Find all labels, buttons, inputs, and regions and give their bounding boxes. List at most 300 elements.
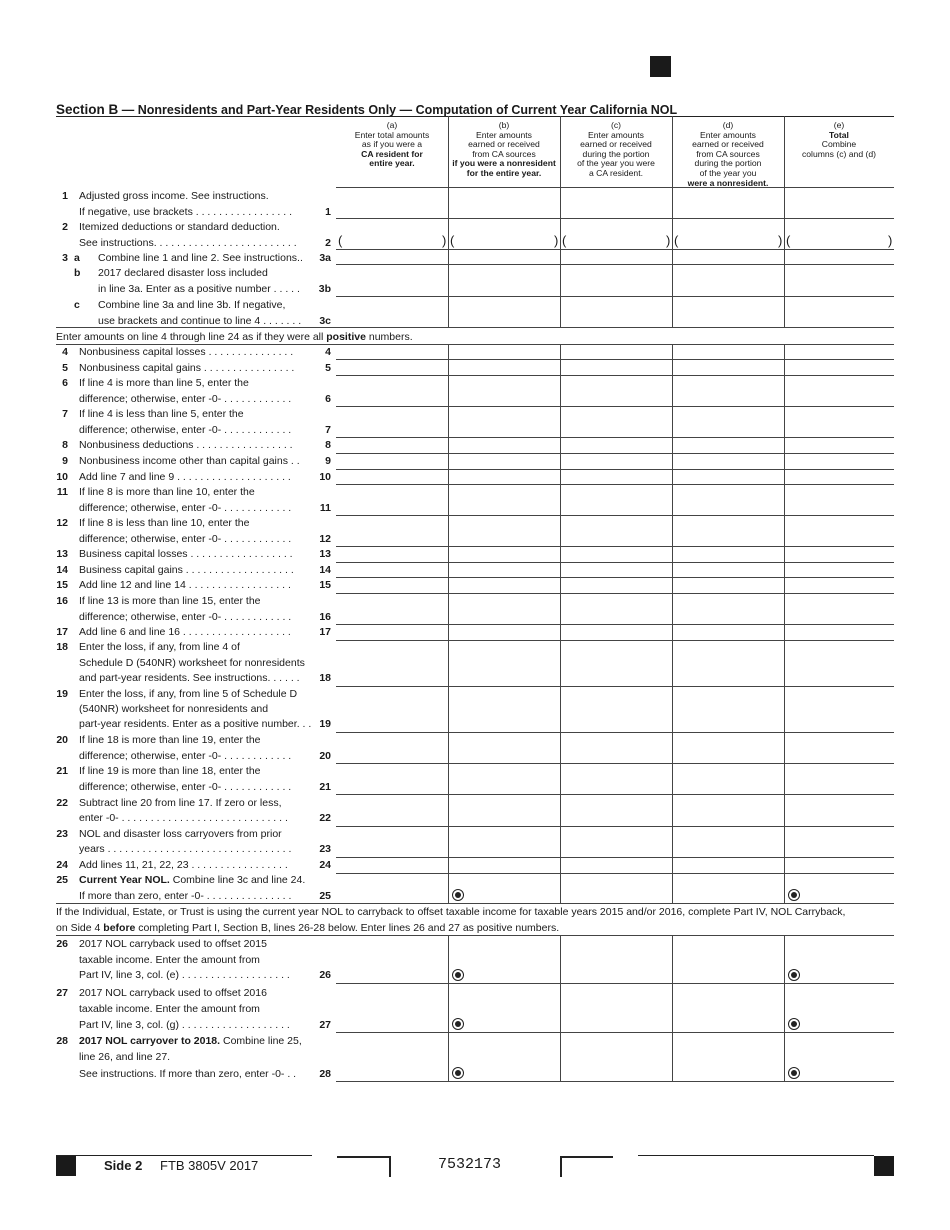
line-ref: 4: [325, 346, 331, 358]
entry-6-col-b[interactable]: [448, 375, 560, 406]
line-number: 7: [62, 408, 68, 420]
line-text: [79, 1035, 302, 1047]
entry-17-col-c[interactable]: [560, 624, 672, 640]
entry-19-col-b[interactable]: [448, 686, 560, 732]
line-text: enter -0- . . . . . . . . . . . . . . . . . . . . . . . . . . . . .: [79, 812, 288, 824]
entry-24-col-e[interactable]: [784, 857, 894, 873]
entry-2-col-c[interactable]: [560, 218, 672, 249]
open-bracket: (: [562, 233, 567, 248]
column-header-line: columns (c) and (d): [801, 148, 877, 159]
column-header-line: earned or received: [692, 139, 764, 150]
entry-24-col-c[interactable]: [560, 857, 672, 873]
line-ref: 3c: [319, 315, 331, 327]
column-header-b: [448, 121, 560, 179]
entry-10-col-d[interactable]: [672, 469, 784, 484]
line-text: Nonbusiness deductions . . . . . . . . . . . . . . . . .: [79, 439, 293, 451]
positive-numbers-note: Enter amounts on line 4 through line 24 as if they were all positive numbers.: [56, 331, 413, 343]
entry-21-col-b[interactable]: [448, 763, 560, 794]
line-text: taxable income. Enter the amount from: [79, 1003, 260, 1015]
line-text: Nonbusiness capital gains . . . . . . . . . . . . . . . .: [79, 362, 295, 374]
entry-14-col-e[interactable]: [784, 562, 894, 577]
entry-13-col-b[interactable]: [448, 546, 560, 562]
entry-14-col-a[interactable]: [336, 562, 448, 577]
entry-27-col-e[interactable]: [784, 983, 894, 1032]
line-text: difference; otherwise, enter -0- . . . . . . . . . . . .: [79, 502, 292, 514]
carryback-note-line1: If the Individual, Estate, or Trust is using the current year NOL to carryback to offset taxable income for taxable years 2015 and/or 2016, complete Part IV, NOL Carryback,: [56, 906, 846, 918]
entry-27-col-a[interactable]: [336, 983, 448, 1032]
line-text: line 26, and line 27.: [79, 1051, 171, 1063]
radio-button[interactable]: [788, 969, 800, 981]
line-number: 13: [56, 548, 68, 560]
entry-26-col-c[interactable]: [560, 935, 672, 983]
radio-button[interactable]: [452, 889, 464, 901]
entry-19-col-c[interactable]: [560, 686, 672, 732]
entry-3b-col-a[interactable]: [336, 264, 448, 296]
radio-button[interactable]: [452, 1018, 464, 1030]
line-text: Nonbusiness income other than capital gains . .: [79, 455, 300, 467]
entry-9-col-c[interactable]: [560, 453, 672, 469]
line-text: Add line 7 and line 9 . . . . . . . . . . . . . . . . . . . .: [79, 471, 291, 483]
line-number: 11: [56, 486, 68, 498]
column-header-line: of the year you: [699, 167, 757, 178]
line-text-rest: Combine line 25,: [220, 1035, 302, 1047]
entry-4-col-b[interactable]: [448, 344, 560, 359]
entry-26-col-d[interactable]: [672, 935, 784, 983]
entry-7-col-a[interactable]: [336, 406, 448, 437]
column-letter: (e): [833, 120, 845, 130]
entry-17-col-b[interactable]: [448, 624, 560, 640]
line-text: Subtract line 20 from line 17. If zero or less,: [79, 797, 282, 809]
line-ref: 5: [325, 362, 331, 374]
entry-5-col-a[interactable]: [336, 359, 448, 375]
line-number: 9: [62, 455, 68, 467]
entry-underline: [336, 903, 894, 904]
line-ref: 18: [319, 672, 331, 684]
entry-5-col-b[interactable]: [448, 359, 560, 375]
line-ref: 25: [319, 890, 331, 902]
close-bracket: ): [666, 233, 671, 248]
entry-20-col-e[interactable]: [784, 732, 894, 763]
entry-11-col-b[interactable]: [448, 484, 560, 515]
line-text: difference; otherwise, enter -0- . . . . . . . . . . . .: [79, 750, 292, 762]
column-divider: [560, 116, 561, 187]
entry-10-col-b[interactable]: [448, 469, 560, 484]
line-text: part-year residents. Enter as a positive number. . .: [79, 718, 312, 730]
line-text: If line 8 is more than line 10, enter the: [79, 486, 255, 498]
entry-14-col-c[interactable]: [560, 562, 672, 577]
line-number: 14: [56, 564, 68, 576]
column-header-line: from CA sources: [472, 148, 536, 159]
close-bracket: ): [778, 233, 783, 248]
line-text: Combine line 3a and line 3b. If negative,: [98, 299, 286, 311]
entry-4-col-d[interactable]: [672, 344, 784, 359]
entry-8-col-e[interactable]: [784, 437, 894, 453]
entry-11-col-a[interactable]: [336, 484, 448, 515]
line-number: 22: [56, 797, 68, 809]
entry-20-col-c[interactable]: [560, 732, 672, 763]
entry-3a-col-e[interactable]: [784, 249, 894, 264]
line-ref: 28: [319, 1068, 331, 1080]
entry-6-col-e[interactable]: [784, 375, 894, 406]
entry-13-col-e[interactable]: [784, 546, 894, 562]
column-header-line: Enter amounts: [700, 129, 756, 140]
footer-bracket-right-side: [560, 1156, 562, 1177]
line-ref: 1: [325, 206, 331, 218]
entry-9-col-d[interactable]: [672, 453, 784, 469]
entry-1-col-b[interactable]: [448, 187, 560, 218]
entry-25-col-b[interactable]: [448, 873, 560, 903]
entry-26-col-e[interactable]: [784, 935, 894, 983]
entry-28-col-a[interactable]: [336, 1032, 448, 1081]
entry-15-col-a[interactable]: [336, 577, 448, 593]
line-number: 26: [56, 938, 68, 950]
entry-17-col-a[interactable]: [336, 624, 448, 640]
entry-3c-col-d[interactable]: [672, 296, 784, 327]
entry-14-col-b[interactable]: [448, 562, 560, 577]
column-header-line: from CA sources: [696, 148, 760, 159]
line-number: 1: [62, 190, 68, 202]
radio-button[interactable]: [788, 889, 800, 901]
open-bracket: (: [674, 233, 679, 248]
entry-8-col-a[interactable]: [336, 437, 448, 453]
line-number: 28: [56, 1035, 68, 1047]
entry-5-col-c[interactable]: [560, 359, 672, 375]
entry-10-col-a[interactable]: [336, 469, 448, 484]
entry-underline: [336, 327, 894, 328]
entry-21-col-c[interactable]: [560, 763, 672, 794]
column-header-e: [784, 121, 894, 159]
entry-16-col-a[interactable]: [336, 593, 448, 624]
radio-button[interactable]: [452, 1067, 464, 1079]
entry-18-col-c[interactable]: [560, 640, 672, 686]
entry-13-col-d[interactable]: [672, 546, 784, 562]
entry-24-col-d[interactable]: [672, 857, 784, 873]
entry-22-col-e[interactable]: [784, 794, 894, 826]
column-header-line: entire year.: [369, 158, 415, 169]
column-header-line: Total: [829, 129, 849, 140]
entry-4-col-a[interactable]: [336, 344, 448, 359]
entry-15-col-b[interactable]: [448, 577, 560, 593]
entry-13-col-a[interactable]: [336, 546, 448, 562]
entry-15-col-c[interactable]: [560, 577, 672, 593]
entry-15-col-d[interactable]: [672, 577, 784, 593]
entry-25-col-c[interactable]: [560, 873, 672, 903]
entry-2-col-a[interactable]: [336, 218, 448, 249]
entry-10-col-c[interactable]: [560, 469, 672, 484]
line-ref: 10: [319, 471, 331, 483]
entry-20-col-a[interactable]: [336, 732, 448, 763]
entry-26-col-a[interactable]: [336, 935, 448, 983]
entry-22-col-a[interactable]: [336, 794, 448, 826]
open-bracket: (: [786, 233, 791, 248]
footer-bracket-left-side: [389, 1156, 391, 1177]
carryback-note-line2: on Side 4 before completing Part I, Section B, lines 26-28 below. Enter lines 26 and 27 as positive numbers.: [56, 922, 560, 934]
column-header-line: of the year you were: [577, 158, 655, 169]
line-ref: 20: [319, 750, 331, 762]
entry-28-col-b[interactable]: [448, 1032, 560, 1081]
footer-rule-left: [56, 1155, 312, 1156]
line-ref: 6: [325, 393, 331, 405]
column-header-line: were a nonresident.: [687, 177, 769, 188]
column-header-line: if you were a nonresident: [452, 158, 556, 169]
entry-4-col-c[interactable]: [560, 344, 672, 359]
line-text: Add line 12 and line 14 . . . . . . . . . . . . . . . . . .: [79, 579, 291, 591]
line-text: difference; otherwise, enter -0- . . . . . . . . . . . .: [79, 781, 292, 793]
entry-7-col-b[interactable]: [448, 406, 560, 437]
entry-28-col-c[interactable]: [560, 1032, 672, 1081]
entry-3b-col-c[interactable]: [560, 264, 672, 296]
line-text: If line 18 is more than line 19, enter the: [79, 734, 261, 746]
entry-3a-col-c[interactable]: [560, 249, 672, 264]
entry-4-col-e[interactable]: [784, 344, 894, 359]
line-number: 15: [56, 579, 68, 591]
close-bracket: ): [554, 233, 559, 248]
entry-16-col-e[interactable]: [784, 593, 894, 624]
line-text: 2017 NOL carryback used to offset 2016: [79, 987, 267, 999]
line-text: Combine line 1 and line 2. See instructions..: [98, 252, 303, 264]
entry-27-col-d[interactable]: [672, 983, 784, 1032]
entry-6-col-c[interactable]: [560, 375, 672, 406]
line-text: difference; otherwise, enter -0- . . . . . . . . . . . .: [79, 533, 292, 545]
line-text: Itemized deductions or standard deduction.: [79, 221, 280, 233]
entry-25-col-a[interactable]: [336, 873, 448, 903]
radio-button[interactable]: [788, 1067, 800, 1079]
footer-black-box-left: [56, 1156, 76, 1176]
column-divider: [784, 116, 785, 187]
line-text: If negative, use brackets . . . . . . . . . . . . . . . . .: [79, 206, 292, 218]
entry-8-col-d[interactable]: [672, 437, 784, 453]
line-text-bold: 2017 NOL carryover to 2018.: [79, 1035, 221, 1047]
column-divider: [448, 116, 449, 187]
line-text: Part IV, line 3, col. (g) . . . . . . . . . . . . . . . . . . .: [79, 1019, 290, 1031]
entry-3a-col-b[interactable]: [448, 249, 560, 264]
column-letter: (a): [386, 120, 398, 130]
entry-13-col-c[interactable]: [560, 546, 672, 562]
line-number: 8: [62, 439, 68, 451]
line-number: 5: [62, 362, 68, 374]
entry-2-col-d[interactable]: [672, 218, 784, 249]
entry-16-col-d[interactable]: [672, 593, 784, 624]
column-header-line: for the entire year.: [466, 167, 542, 178]
entry-7-col-d[interactable]: [672, 406, 784, 437]
entry-25-col-e[interactable]: [784, 873, 894, 903]
entry-1-col-c[interactable]: [560, 187, 672, 218]
line-ref: 17: [319, 626, 331, 638]
entry-18-col-d[interactable]: [672, 640, 784, 686]
entry-22-col-b[interactable]: [448, 794, 560, 826]
line-text: and part-year residents. See instructions. . . . . .: [79, 672, 300, 684]
sub-letter: a: [74, 252, 80, 264]
radio-button[interactable]: [452, 969, 464, 981]
entry-3a-col-d[interactable]: [672, 249, 784, 264]
entry-24-col-b[interactable]: [448, 857, 560, 873]
line-number: 18: [56, 641, 68, 653]
line-ref: 21: [319, 781, 331, 793]
line-ref: 26: [319, 969, 331, 981]
line-text: Nonbusiness capital losses . . . . . . . . . . . . . . .: [79, 346, 294, 358]
line-number: 20: [56, 734, 68, 746]
entry-21-col-e[interactable]: [784, 763, 894, 794]
line-text: taxable income. Enter the amount from: [79, 954, 260, 966]
line-text: If line 13 is more than line 15, enter the: [79, 595, 261, 607]
entry-25-col-d[interactable]: [672, 873, 784, 903]
entry-9-col-a[interactable]: [336, 453, 448, 469]
entry-19-col-a[interactable]: [336, 686, 448, 732]
line-text: If more than zero, enter -0- . . . . . . . . . . . . . . .: [79, 890, 292, 902]
line-text: [79, 874, 305, 886]
column-header-line: CA resident for: [361, 148, 423, 159]
footer-bracket-right-top: [560, 1156, 613, 1158]
radio-button[interactable]: [788, 1018, 800, 1030]
entry-23-col-e[interactable]: [784, 826, 894, 857]
entry-1-col-e[interactable]: [784, 187, 894, 218]
entry-8-col-c[interactable]: [560, 437, 672, 453]
column-header-line: during the portion: [694, 158, 762, 169]
line-text: If line 19 is more than line 18, enter the: [79, 765, 261, 777]
line-text: difference; otherwise, enter -0- . . . . . . . . . . . .: [79, 424, 292, 436]
entry-27-col-b[interactable]: [448, 983, 560, 1032]
entry-7-col-c[interactable]: [560, 406, 672, 437]
entry-26-col-b[interactable]: [448, 935, 560, 983]
line-ref: 15: [319, 579, 331, 591]
entry-3b-col-e[interactable]: [784, 264, 894, 296]
entry-3a-col-a[interactable]: [336, 249, 448, 264]
entry-28-col-d[interactable]: [672, 1032, 784, 1081]
entry-23-col-d[interactable]: [672, 826, 784, 857]
column-letter: (d): [722, 120, 734, 130]
footer-black-box-right: [874, 1156, 894, 1176]
line-number: 24: [56, 859, 68, 871]
line-ref: 2: [325, 237, 331, 249]
column-divider: [672, 116, 673, 187]
entry-22-col-d[interactable]: [672, 794, 784, 826]
entry-27-col-c[interactable]: [560, 983, 672, 1032]
entry-24-col-a[interactable]: [336, 857, 448, 873]
line-number: 21: [56, 765, 68, 777]
entry-15-col-e[interactable]: [784, 577, 894, 593]
entry-28-col-e[interactable]: [784, 1032, 894, 1081]
line-text: 2017 NOL carryback used to offset 2015: [79, 938, 267, 950]
entry-12-col-d[interactable]: [672, 515, 784, 546]
footer-rule-right: [638, 1155, 874, 1156]
entry-1-col-a[interactable]: [336, 187, 448, 218]
entry-9-col-b[interactable]: [448, 453, 560, 469]
line-ref: 24: [319, 859, 331, 871]
line-ref: 9: [325, 455, 331, 467]
entry-1-col-d[interactable]: [672, 187, 784, 218]
line-number: 17: [56, 626, 68, 638]
entry-12-col-c[interactable]: [560, 515, 672, 546]
line-text: Add lines 11, 21, 22, 23 . . . . . . . . . . . . . . . . .: [79, 859, 288, 871]
entry-19-col-e[interactable]: [784, 686, 894, 732]
entry-6-col-a[interactable]: [336, 375, 448, 406]
line-text: Part IV, line 3, col. (e) . . . . . . . . . . . . . . . . . . .: [79, 969, 290, 981]
entry-3c-col-b[interactable]: [448, 296, 560, 327]
entry-11-col-c[interactable]: [560, 484, 672, 515]
entry-8-col-b[interactable]: [448, 437, 560, 453]
entry-12-col-e[interactable]: [784, 515, 894, 546]
entry-7-col-e[interactable]: [784, 406, 894, 437]
entry-23-col-a[interactable]: [336, 826, 448, 857]
column-header-d: [672, 121, 784, 188]
line-number: 6: [62, 377, 68, 389]
entry-18-col-a[interactable]: [336, 640, 448, 686]
line-text: See instructions. If more than zero, enter -0- . .: [79, 1068, 297, 1080]
entry-17-col-d[interactable]: [672, 624, 784, 640]
entry-2-col-e[interactable]: [784, 218, 894, 249]
entry-3b-col-b[interactable]: [448, 264, 560, 296]
entry-11-col-d[interactable]: [672, 484, 784, 515]
footer-bracket-left-top: [337, 1156, 390, 1158]
entry-5-col-e[interactable]: [784, 359, 894, 375]
line-ref: 27: [319, 1019, 331, 1031]
column-header-a: [336, 121, 448, 169]
entry-14-col-d[interactable]: [672, 562, 784, 577]
entry-12-col-a[interactable]: [336, 515, 448, 546]
footer-form-label: FTB 3805V 2017: [160, 1158, 259, 1173]
entry-3c-col-c[interactable]: [560, 296, 672, 327]
entry-10-col-e[interactable]: [784, 469, 894, 484]
column-header-line: a CA resident.: [589, 167, 643, 178]
line-text: Business capital losses . . . . . . . . . . . . . . . . . .: [79, 548, 293, 560]
column-header-line: Enter amounts: [588, 129, 644, 140]
entry-underline: [336, 1081, 894, 1082]
entry-22-col-c[interactable]: [560, 794, 672, 826]
entry-12-col-b[interactable]: [448, 515, 560, 546]
open-bracket: (: [450, 233, 455, 248]
entry-2-col-b[interactable]: [448, 218, 560, 249]
line-text: Add line 6 and line 16 . . . . . . . . . . . . . . . . . . .: [79, 626, 291, 638]
line-text: years . . . . . . . . . . . . . . . . . . . . . . . . . . . . . . . .: [79, 843, 292, 855]
entry-20-col-b[interactable]: [448, 732, 560, 763]
entry-16-col-b[interactable]: [448, 593, 560, 624]
entry-6-col-d[interactable]: [672, 375, 784, 406]
entry-18-col-e[interactable]: [784, 640, 894, 686]
entry-23-col-b[interactable]: [448, 826, 560, 857]
line-ref: 8: [325, 439, 331, 451]
line-number: 19: [56, 688, 68, 700]
footer-form-code: 7532173: [438, 1156, 502, 1173]
line-ref: 3b: [318, 283, 331, 295]
entry-21-col-d[interactable]: [672, 763, 784, 794]
entry-9-col-e[interactable]: [784, 453, 894, 469]
line-text: (540NR) worksheet for nonresidents and: [79, 703, 269, 715]
entry-23-col-c[interactable]: [560, 826, 672, 857]
line-ref: 23: [319, 843, 331, 855]
line-text: Enter the loss, if any, from line 4 of: [79, 641, 240, 653]
line-number: 23: [56, 828, 68, 840]
column-letter: (c): [610, 120, 622, 130]
line-text: If line 4 is more than line 5, enter the: [79, 377, 249, 389]
line-ref: 11: [319, 502, 331, 514]
entry-16-col-c[interactable]: [560, 593, 672, 624]
entry-3b-col-d[interactable]: [672, 264, 784, 296]
line-ref: 13: [319, 548, 331, 560]
entry-5-col-d[interactable]: [672, 359, 784, 375]
close-bracket: ): [442, 233, 447, 248]
entry-3c-col-e[interactable]: [784, 296, 894, 327]
entry-11-col-e[interactable]: [784, 484, 894, 515]
entry-19-col-d[interactable]: [672, 686, 784, 732]
section-title: Section B — Nonresidents and Part-Year Residents Only — Computation of Current Year California NOL: [56, 102, 678, 117]
entry-20-col-d[interactable]: [672, 732, 784, 763]
entry-3c-col-a[interactable]: [336, 296, 448, 327]
sub-letter: b: [74, 267, 81, 279]
entry-21-col-a[interactable]: [336, 763, 448, 794]
column-header-c: [560, 121, 672, 179]
entry-18-col-b[interactable]: [448, 640, 560, 686]
entry-17-col-e[interactable]: [784, 624, 894, 640]
